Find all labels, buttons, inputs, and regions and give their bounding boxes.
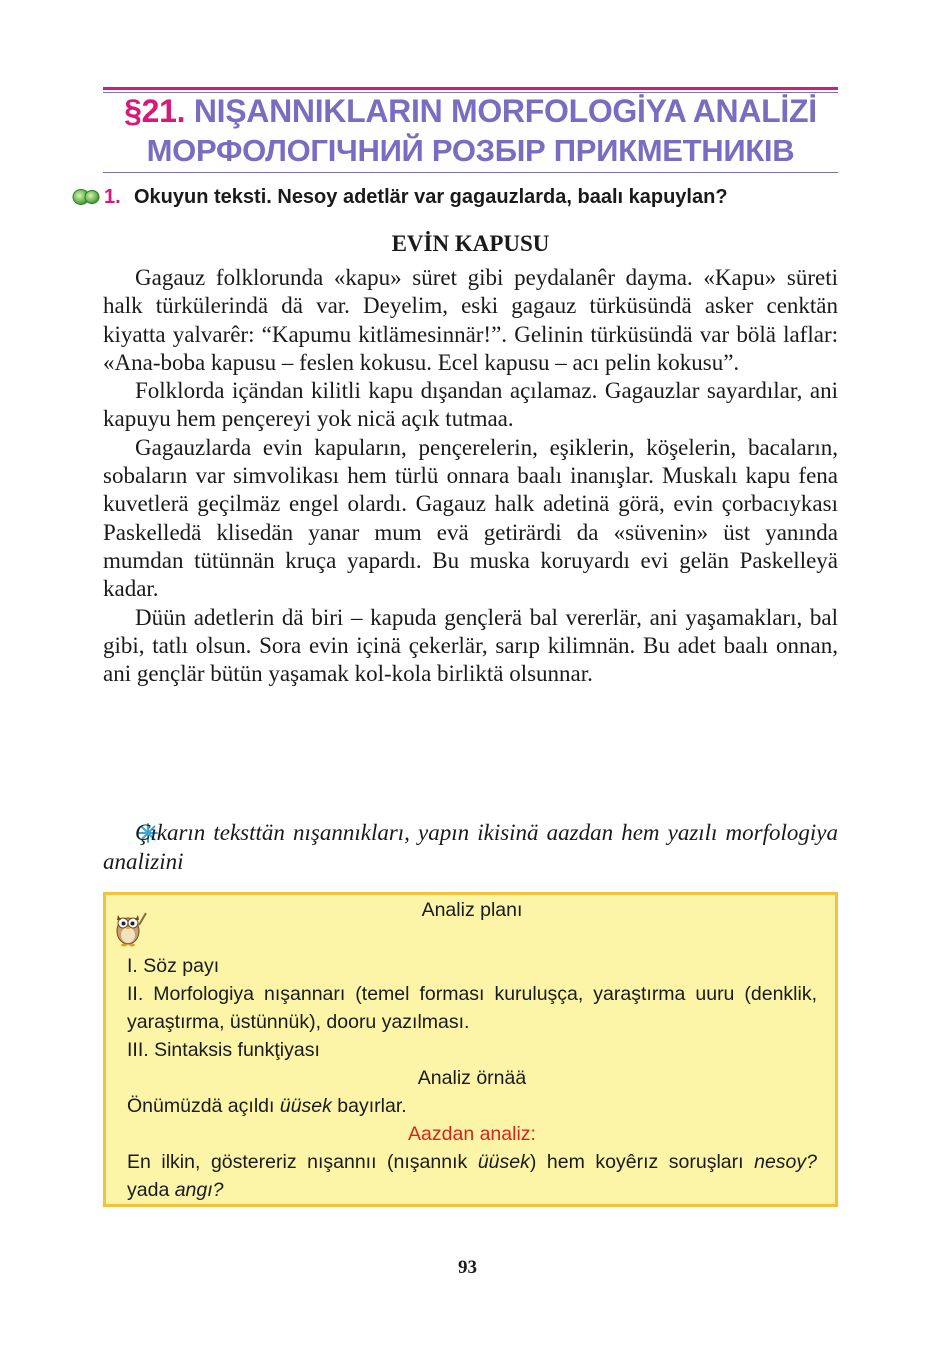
oral-highlight: angı? [174, 1179, 224, 1201]
assignment-text: Çıkarın teksttän nışannıkları, yapın ikisinä aazdan hem yazılı morfologiya analizini [103, 820, 838, 874]
oral-highlight: üüsek [477, 1151, 530, 1173]
reading-circles-icon [72, 189, 100, 205]
paragraph: Gagauz folklorunda «kapu» süret gibi peydalanêr dayma. «Kapu» süreti halk türkülerindä dä var. Deyelim, eski gagauz türküsündä asker cenktän kiyatta yalvarêr: “Kapumu kitlämesinnär!”. Gelinin türküsündä var bölä laflar: «Ana-boba kapusu – feslen kokusu. Ecel kapusu – acı pelin kokusu”. [103, 265, 838, 375]
section-number: §21. [124, 93, 186, 129]
oral-highlight: nesoy? [754, 1151, 817, 1173]
plan-item: III. Sintaksis funkţiyası [127, 1039, 320, 1061]
oral-text: yada [127, 1179, 175, 1201]
section-title-ukrainian: МОРФОЛОГІЧНИЙ РОЗБІР ПРИКМЕТНИКІВ [146, 133, 795, 168]
page-number: 93 [458, 1257, 477, 1278]
reading-body [103, 264, 838, 688]
paragraph: Gagauzlarda evin kapuların, pençerelerin, eşiklerin, köşelerin, bacaların, sobaların var simvolikası hem türlü onnara baalı inanışlar. Muskalı kapu fena kuvetlerä geçilmäz engel olardı. Gagauz halk adetinä görä, evin çorbacıykası Paskelledä klisedän yanar mum evä getirärdi da «süvenin» üst yanında mumdan tütünnän kruça yapardı. Bu muska koruyardı evi gelän Paskelleyä kadar. [103, 434, 838, 602]
header-rule-top [103, 87, 838, 90]
oral-text: En ilkin, göstereriz nışannıı (nışannık [127, 1151, 478, 1173]
spacer [127, 924, 817, 952]
section-title [103, 91, 838, 131]
example-text: Önümüzdä açıldı [127, 1095, 280, 1117]
plan-title: Analiz planı [421, 899, 523, 921]
reading-title: EVİN KAPUSU [391, 231, 550, 256]
plan-item: II. Morfologiya nışannarı (temel forması kuruluşça, yaraştırma uuru (denklik, yaraştırma, üstünnük), dooru yazılması. [127, 983, 817, 1033]
section-title-gagauz: NIŞANNIKLARIN MORFOLOGİYA ANALİZİ [193, 93, 817, 129]
plan-item: I. Söz payı [127, 955, 220, 977]
example-text: bayırlar. [331, 1095, 407, 1117]
example-sentence [127, 1092, 817, 1120]
task-number: 1. [104, 186, 121, 208]
example-highlight: üüsek [279, 1095, 332, 1117]
oral-analysis-title: Aazdan analiz: [408, 1123, 536, 1145]
header-rule-bottom [103, 172, 838, 173]
paragraph: Düün adetlerin dä biri – kapuda gençlerä bal vererlär, ani yaşamakları, bal gibi, tatlı olsun. Sora evin içinä çekerlär, sarıp kilimnän. Bu adet baalı onnan, ani gençlär bütün yaşamak kol-kola birliktä olsunnar. [103, 604, 838, 687]
oral-analysis-text [127, 1148, 817, 1204]
example-title: Analiz örnää [417, 1067, 527, 1089]
paragraph: Folklorda içändan kilitli kapu dışandan açılamaz. Gagauzlar sayardılar, ani kapuyu hem pençereyi yok nicä açık tutmaa. [103, 378, 838, 432]
task-1 [72, 183, 852, 211]
analysis-content [127, 896, 817, 1204]
oral-text: ) hem koyêrız soruşları [529, 1151, 755, 1173]
task-text: Okuyun teksti. Nesoy adetlär var gagauzlarda, baalı kapuylan? [134, 186, 728, 208]
